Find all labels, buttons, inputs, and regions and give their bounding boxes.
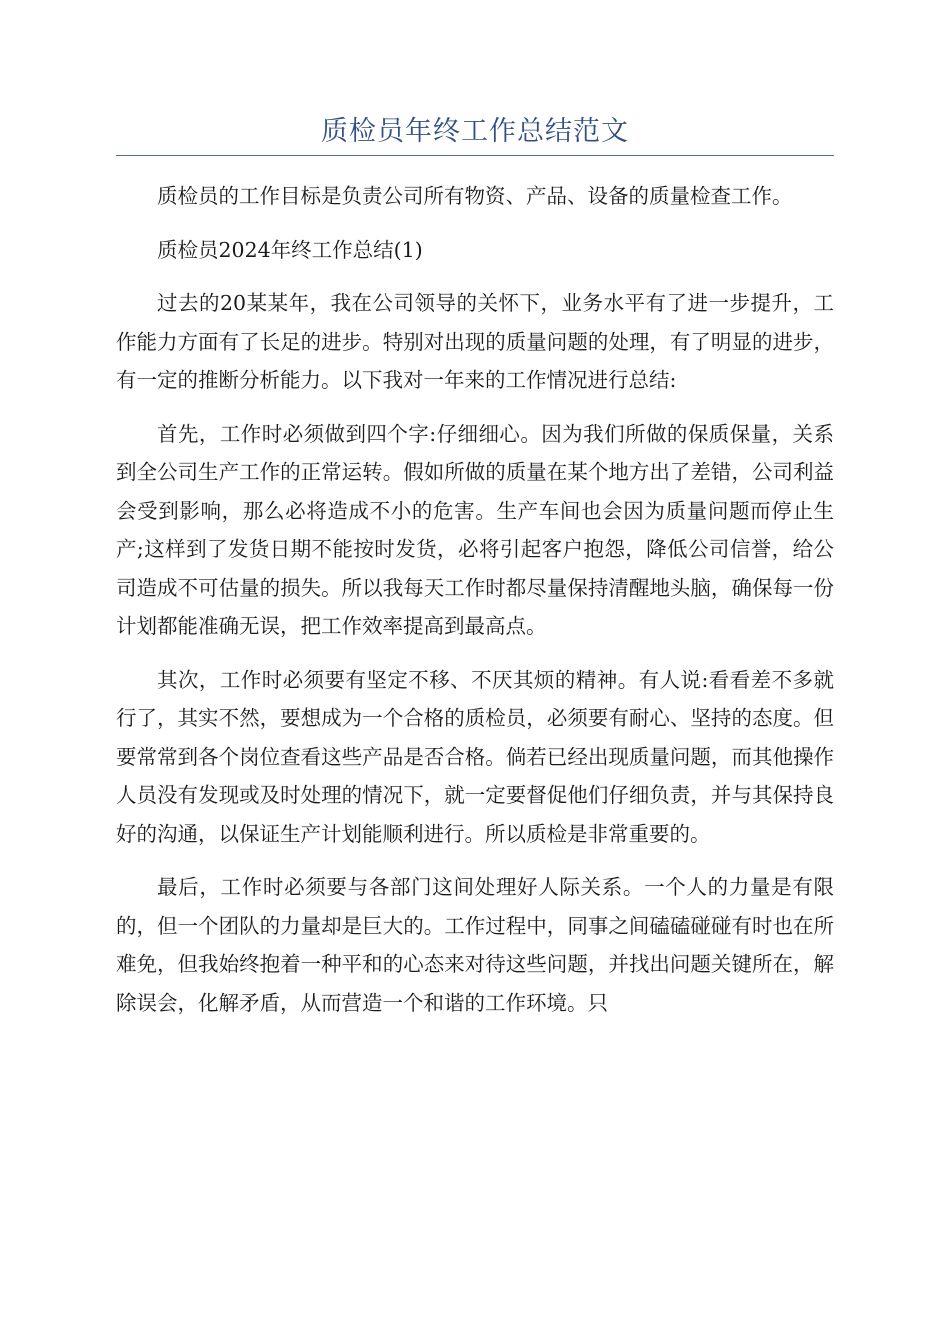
title-underline	[116, 155, 834, 156]
paragraph-last: 最后，工作时必须要与各部门这间处理好人际关系。一个人的力量是有限的，但一个团队的力量却是巨大的。工作过程中，同事之间磕磕碰碰有时也在所难免，但我始终抱着一种平和的心态来对待这些问题，并找出问题关键所在，解除误会，化解矛盾，从而营造一个和谐的工作环境。只	[116, 875, 834, 1015]
document-title: 质检员年终工作总结范文	[321, 116, 629, 147]
paragraph-past-year: 过去的20某某年，我在公司领导的关怀下，业务水平有了进一步提升，工作能力方面有了长足的进步。特别对出现的质量问题的处理，有了明显的进步，有一定的推断分析能力。以下我对一年来的工作情况进行总结:	[116, 291, 834, 392]
paragraph-second: 其次，工作时必须要有坚定不移、不厌其烦的精神。有人说:看看差不多就行了，其实不然，要想成为一个合格的质检员，必须要有耐心、坚持的态度。但要常常到各个岗位查看这些产品是否合格。倘若已经出现质量问题，而其他操作人员没有发现或及时处理的情况下，就一定要督促他们仔细负责，并与其保持良好的沟通，以保证生产计划能顺利进行。所以质检是非常重要的。	[116, 667, 834, 846]
paragraph-intro: 质检员的工作目标是负责公司所有物资、产品、设备的质量检查工作。	[157, 184, 793, 208]
paragraph-first: 首先，工作时必须做到四个字:仔细细心。因为我们所做的保质保量，关系到全公司生产工作的正常运转。假如所做的质量在某个地方出了差错，公司利益会受到影响，那么必将造成不小的危害。生产车间也会因为质量问题而停止生产;这样到了发货日期不能按时发货，必将引起客户抱怨，降低公司信誉，给公司造成不可估量的损失。所以我每天工作时都尽量保持清醒地头脑，确保每一份计划都能准确无误，把工作效率提高到最高点。	[116, 421, 834, 638]
document-body	[116, 177, 834, 1037]
paragraph-section-heading: 质检员2024年终工作总结(1)	[157, 237, 423, 262]
